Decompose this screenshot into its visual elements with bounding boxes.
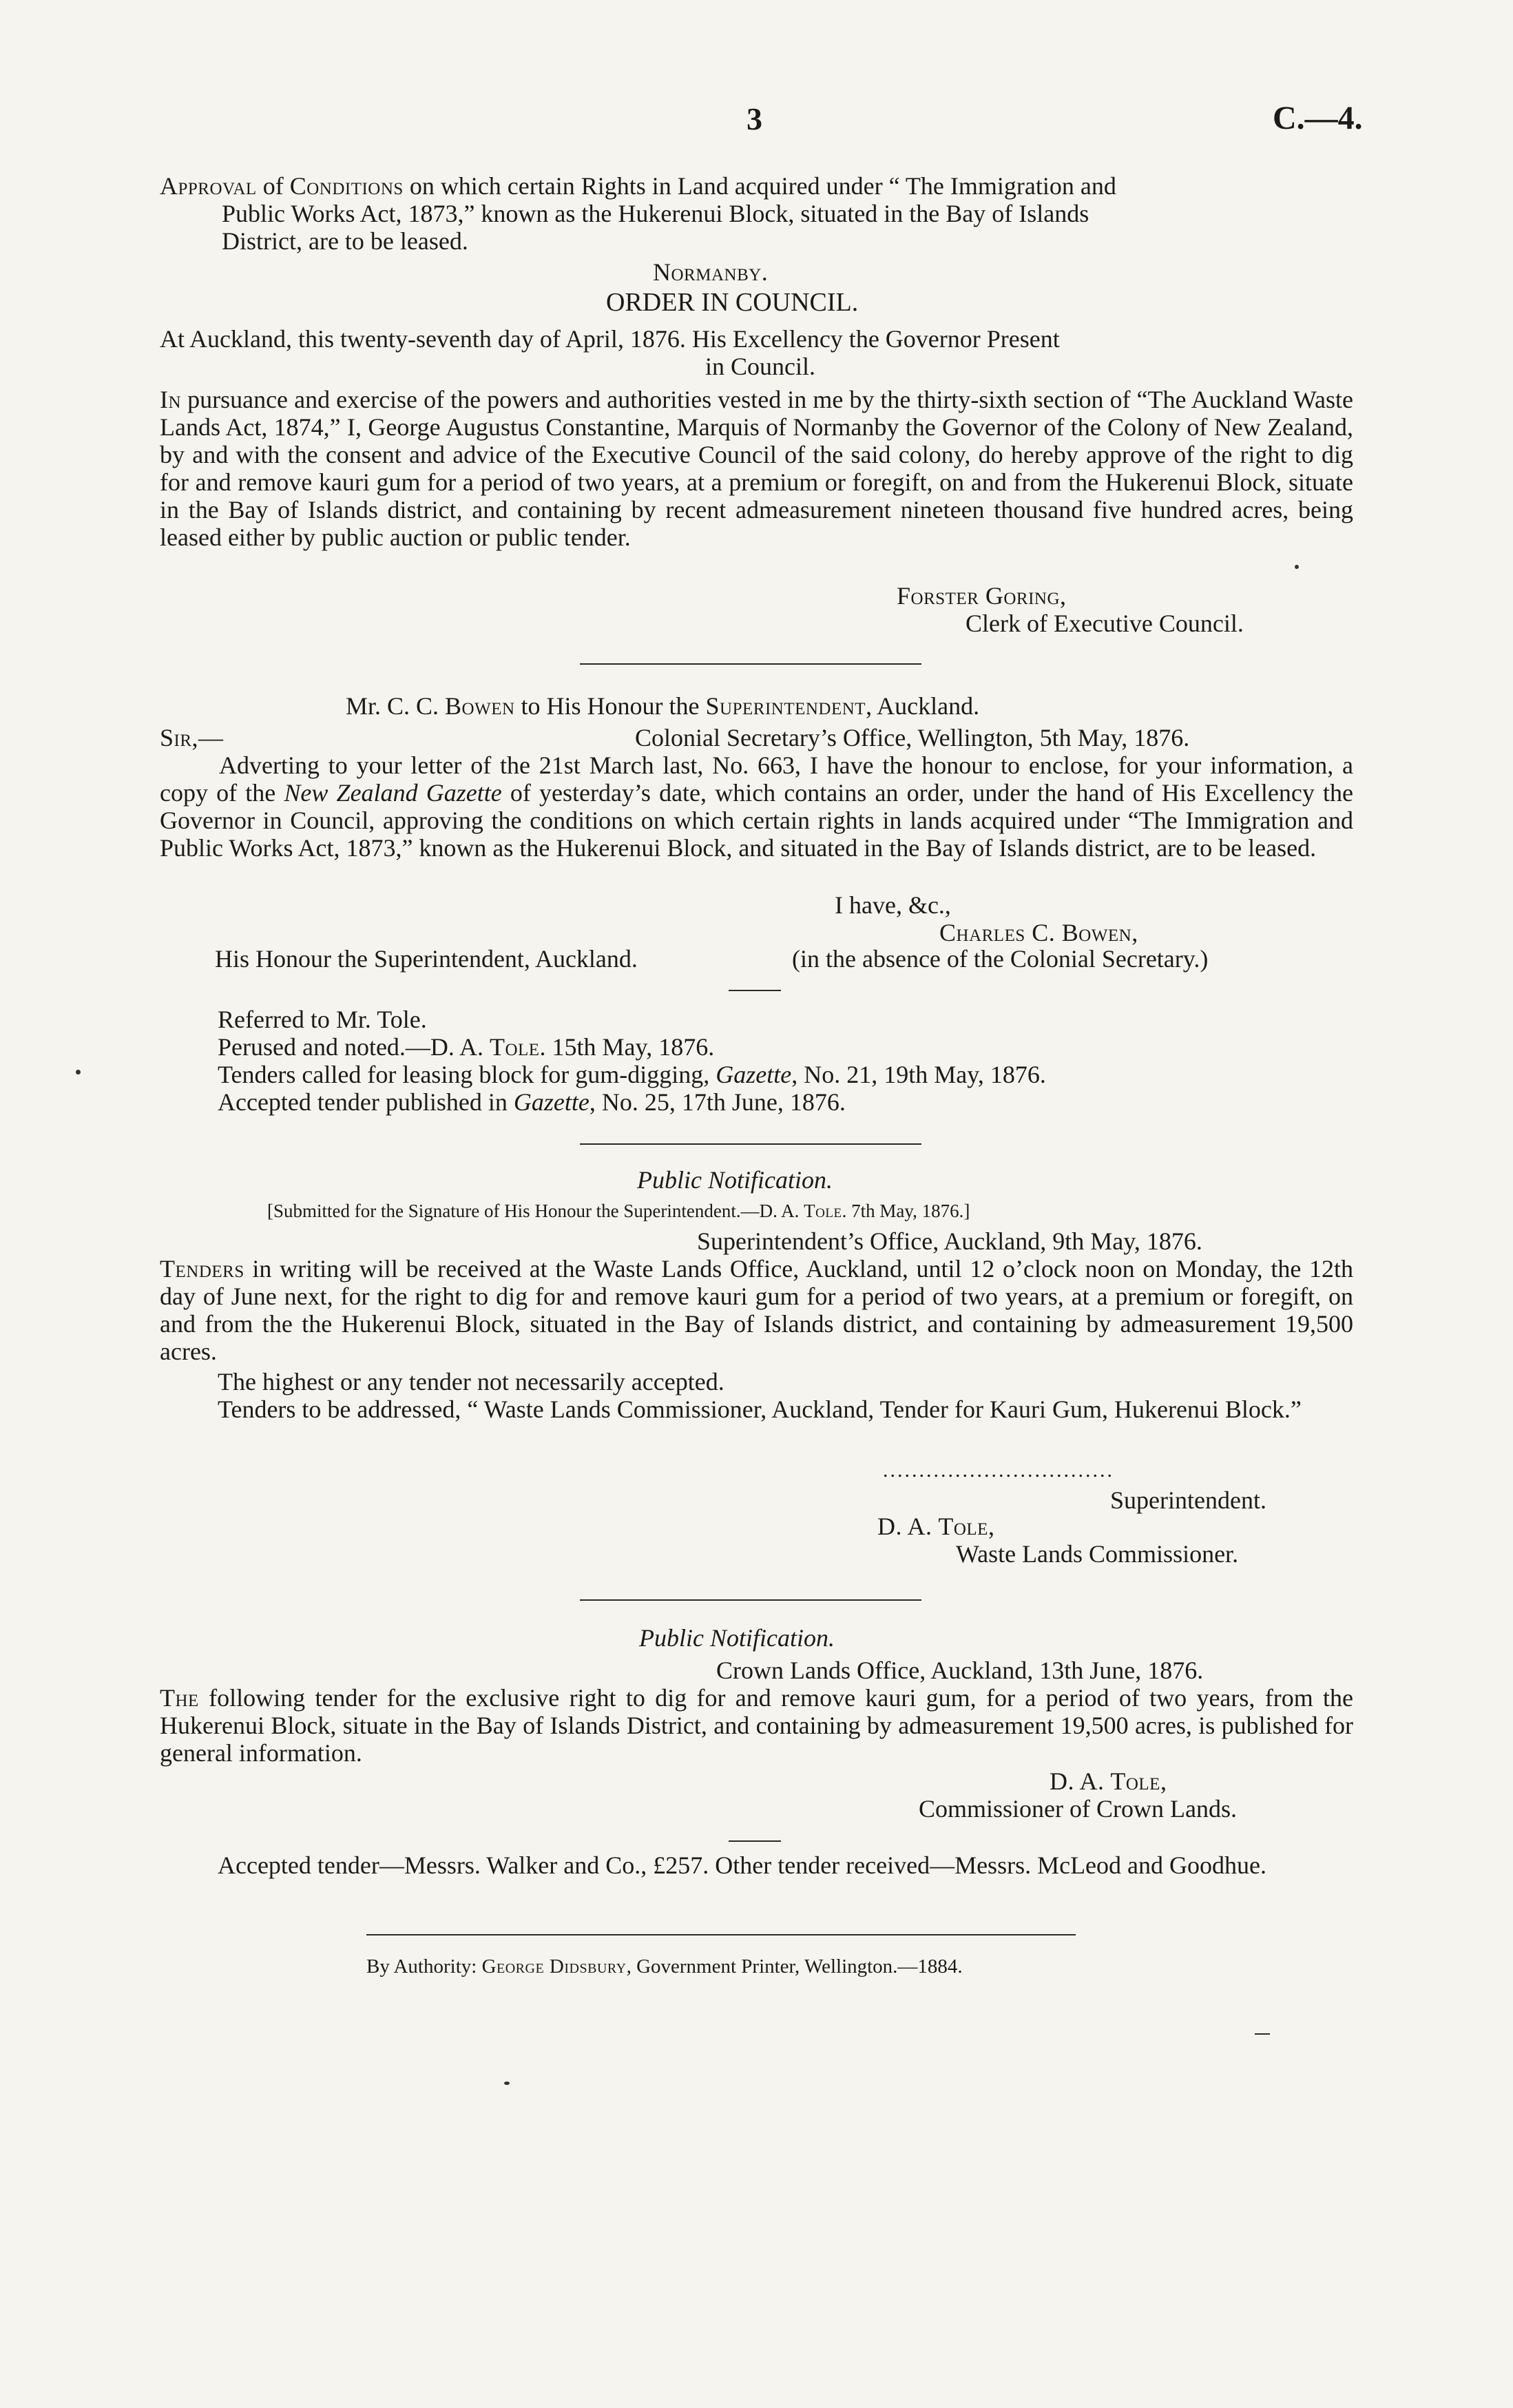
notification1-addressed: Tenders to be addressed, “ Waste Lands Commissioner, Auckland, Tender for Kauri Gum, Hukerenui Block.” [218,1395,1302,1423]
notification2-address: Crown Lands Office, Auckland, 13th June, 1876. [716,1657,1204,1684]
minute-tenders-gazette: Gazette [716,1061,792,1088]
approval-title-rest: on which certain Rights in Land acquired under “ The Immigration and [403,172,1116,200]
approval-title-line2: Public Works Act, 1873,” known as the Hukerenui Block, situated in the Bay of Islands [222,200,1089,227]
short-divider [729,990,781,991]
minute-accepted-gazette: Gazette [513,1088,589,1116]
letter-signatory: Charles C. Bowen, [939,919,1138,946]
notification1-body-lead: Tenders [160,1255,244,1283]
section-divider [580,1599,921,1601]
ink-mark [1255,2033,1270,2035]
minute-perused-tole: Tole [489,1033,540,1061]
letter-body-a: Adverting to your letter of the 21st March last, No. 663, I have the honour to enclose, for your information, a copy of the [160,751,1353,807]
minute-tenders-post: , No. 21, 19th May, 1876. [791,1061,1046,1088]
accepted-tender-line: Accepted tender—Messrs. Walker and Co., £257. Other tender received—Messrs. McLeod and Goodhue. [218,1851,1266,1879]
minute-referred: Referred to Mr. Tole. [218,1006,427,1033]
approval-title-line1 [160,172,1116,200]
council-place-line1: At Auckland, this twenty-seventh day of April, 1876. His Excellency the Governor Present [160,325,1060,353]
notification2-body [160,1684,1353,1767]
minute-accepted-post: , No. 25, 17th June, 1876. [589,1088,846,1116]
printer-credit-name: George Didsbury [481,1955,627,1978]
notification1-highest: The highest or any tender not necessarily accepted. [218,1368,724,1395]
minute-accepted-pre: Accepted tender published in [218,1088,514,1116]
order-body-text: pursuance and exercise of the powers and authorities vested in me by the thirty-sixth section of “The Auckland Waste Lands Act, 1874,” I, George Augustus Constantine, Marquis of Normanby the Governor of the Colony of New Zealand, by and with the consent and advice of the Executive Council of the said colony, do hereby approve of the right to dig for and remove kauri gum for a period of two years, at a premium or foregift, on and from the Hukerenui Block, situate in the Bay of Islands district, and containing by recent admeasurement nineteen thousand five hundred acres, being leased either by public auction or public tender. [160,386,1353,551]
notification2-signatory-title: Commissioner of Crown Lands. [919,1795,1237,1823]
ink-speck [1295,565,1299,569]
notification1-body [160,1255,1353,1365]
letter-heading [346,692,979,720]
short-divider [729,1840,781,1842]
executive-clerk-title: Clerk of Executive Council. [966,610,1244,637]
letter-heading-superintendent: Superintendent [705,692,866,720]
printer-credit [366,1955,963,1978]
order-in-council-heading: ORDER IN COUNCIL. [606,288,859,317]
order-body-lead: In [160,386,182,413]
printer-credit-pre: By Authority: [366,1955,482,1978]
notification1-submitted [267,1200,970,1222]
page-number: 3 [747,101,762,136]
notification1-submitted-tole: Tole [804,1201,842,1221]
letter-closing: I have, &c., [835,891,951,919]
minute-perused [218,1033,714,1061]
document-reference: C.—4. [1273,100,1363,136]
letter-capacity: (in the absence of the Colonial Secretary.) [792,945,1209,973]
council-place-line2: in Council. [705,353,815,380]
approval-title-lead: Approval [160,172,257,200]
section-divider [580,1143,921,1145]
notification2-body-lead: The [160,1684,199,1712]
notification1-submitted-post: . 7th May, 1876.] [842,1201,970,1221]
letter-heading-pre: Mr. C. C. [346,692,446,720]
notification2-signatory: D. A. Tole, [1050,1767,1167,1795]
signature-dots: ................................ [883,1459,1114,1482]
letter-heading-post: , Auckland. [866,692,980,720]
letter-heading-mid: to His Honour the [514,692,706,720]
minute-tenders-pre: Tenders called for leasing block for gum-digging, [218,1061,716,1088]
notification1-heading: Public Notification. [637,1166,833,1194]
notification1-signatory-title: Waste Lands Commissioner. [956,1540,1239,1568]
letter-salutation: Sir,— [160,724,224,751]
letter-heading-bowen: Bowen [445,692,515,720]
minute-perused-pre: Perused and noted.—D. A. [218,1033,490,1061]
ink-speck [504,2082,510,2085]
governor-signature: Normanby. [653,258,769,286]
minute-tenders-called [218,1061,1046,1088]
letter-recipient: His Honour the Superintendent, Auckland. [215,945,638,973]
notification1-signatory: D. A. Tole, [877,1513,995,1540]
approval-title-line3: District, are to be leased. [222,227,468,255]
letter-body [160,751,1353,862]
minute-perused-post: . 15th May, 1876. [539,1033,715,1061]
section-divider [580,663,921,665]
order-body [160,386,1353,551]
notification1-submitted-pre: [Submitted for the Signature of His Honour the Superintendent.—D. A. [267,1201,804,1221]
notification2-heading: Public Notification. [639,1624,835,1652]
letter-body-gazette: New Zealand Gazette [284,779,502,807]
letter-address: Colonial Secretary’s Office, Wellington, 5th May, 1876. [635,724,1190,751]
notification2-body-text: following tender for the exclusive right to dig for and remove kauri gum, for a period of two years, from the Hukerenui Block, situate in the Bay of Islands District, and containing by admeasurement 19,500 acres, is published for general information. [160,1684,1353,1767]
printer-credit-post: , Government Printer, Wellington.—1884. [626,1955,963,1978]
footer-rule [366,1934,1076,1935]
approval-title-conditions: Conditions [289,172,404,200]
executive-clerk-name: Forster Goring, [897,582,1067,610]
notification1-address: Superintendent’s Office, Auckland, 9th May, 1876. [697,1227,1202,1255]
notification1-body-text: in writing will be received at the Waste Lands Office, Auckland, until 12 o’clock noon on Monday, the 12th day of June next, for the right to dig for and remove kauri gum for a period of two years, at a premium or foregift, on and from the the Hukerenui Block, situated in the Bay of Islands district, and containing by admeasurement 19,500 acres. [160,1255,1353,1365]
letter-body-b: of yesterday’s date, which contains an order, under the hand of His Excellency the Governor in Council, approving the conditions on which certain rights in lands acquired under “The Immigration and Public Works Act, 1873,” known as the Hukerenui Block, and situated in the Bay of Islands district, are to be leased. [160,779,1353,862]
ink-speck [76,1070,81,1075]
minute-accepted [218,1088,846,1116]
approval-title-of: of [256,172,290,200]
notification1-superintendent: Superintendent. [1110,1486,1266,1514]
